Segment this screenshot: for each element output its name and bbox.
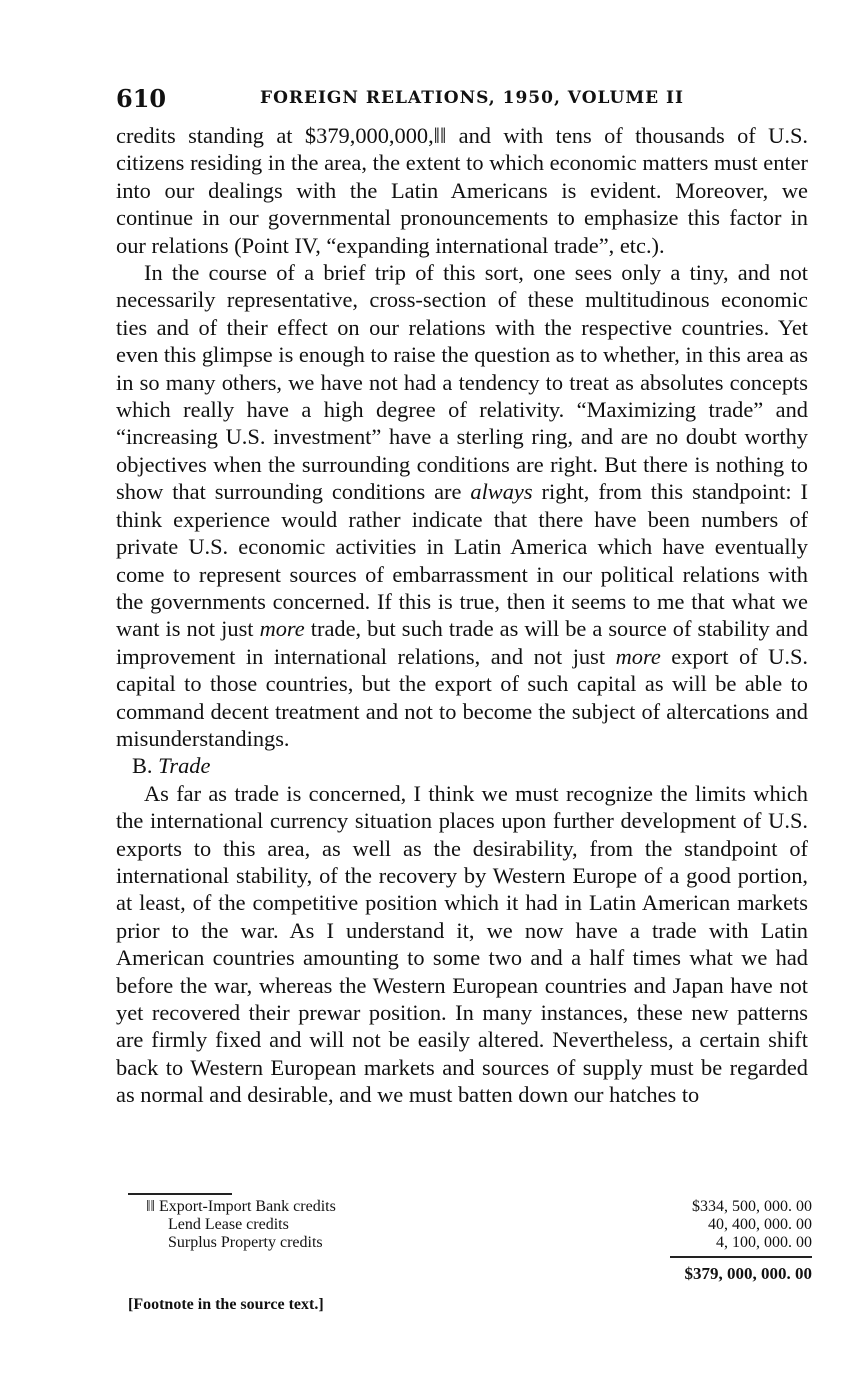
paragraph-text: trade, but such trade as will be a source of stability and improvement in international relations, and not just: [116, 616, 809, 669]
section-letter: B.: [132, 753, 153, 779]
footnote-label: Surplus Property credits: [168, 1234, 323, 1251]
footnote-label: Lend Lease credits: [168, 1216, 289, 1233]
section-heading: [116, 752, 808, 779]
footnote-row: [146, 1234, 812, 1252]
section-title: Trade: [158, 753, 211, 779]
footnote-amount: 40, 400, 000. 00: [708, 1216, 812, 1233]
footnote-total: $379, 000, 000. 00: [684, 1264, 812, 1283]
paragraph-text: export of U.S. capital to those countries, but the export of such capital as will be able to command decent treatment and not to become the subject of altercations and misunderstandings.: [116, 643, 808, 751]
footnote-label: ‖‖ Export-Import Bank credits: [146, 1198, 336, 1215]
paragraph-text: right, from this standpoint: I think experience would rather indicate that there have been numbers of private U.S. economic activities in Latin America which have eventually come to represent sources of embarrassment in our political relations with the governments concerned. If this is true, then it seems to me that what we want is not just: [116, 479, 808, 642]
total-divider: [670, 1256, 812, 1258]
footnote-table: [146, 1198, 812, 1252]
footnote-row: [146, 1216, 812, 1234]
footnote-row: [146, 1198, 812, 1216]
source-note: [Footnote in the source text.]: [128, 1296, 324, 1313]
body-text: [116, 122, 808, 1109]
page-header: [116, 84, 816, 118]
footnote-divider: [128, 1193, 232, 1195]
emphasis-more: more: [259, 616, 305, 642]
emphasis-always: always: [470, 479, 533, 505]
paragraph-trip-observations: [116, 259, 808, 752]
running-head: FOREIGN RELATIONS, 1950, VOLUME II: [260, 88, 684, 108]
footnote-amount: 4, 100, 000. 00: [716, 1234, 812, 1251]
paragraph-text: In the course of a brief trip of this sort, one sees only a tiny, and not necessarily representative, cross-section of these multitudinous economic ties and of their effect on our relations with the respective countries. Yet even this glimpse is enough to raise the question as to whether, in this area as in so many others, we have not had a tendency to treat as absolutes concepts which really have a high degree of relativity. “Maximizing trade” and “increasing U.S. investment” have a sterling ring, and are no doubt worthy objectives when the surrounding conditions are right. But there is nothing to show that surrounding conditions are: [116, 260, 808, 505]
emphasis-more: more: [615, 643, 661, 669]
page-number: 610: [116, 84, 167, 113]
paragraph-continued: credits standing at $379,000,000,‖‖ and with tens of thousands of U.S. citizens residing in the area, the extent to which economic matters must enter into our dealings with the Latin Americans is evident. Moreover, we continue in our governmental pronouncements to emphasize this factor in our relations (Point IV, “expanding international trade”, etc.).: [116, 123, 808, 258]
paragraph-trade: As far as trade is concerned, I think we must recognize the limits which the international currency situation places upon further development of U.S. exports to this area, as well as the desirability, from the standpoint of international stability, of the recovery by Western Europe of a good portion, at least, of the competitive position which it had in Latin American markets prior to the war. As I understand it, we now have a trade with Latin American countries amounting to some two and a half times what we had before the war, whereas the Western European countries and Japan have not yet recovered their prewar position. In many instances, these new patterns are firmly fixed and will not be easily altered. Nevertheless, a certain shift back to Western European markets and sources of supply must be regarded as normal and desirable, and we must batten down our hatches to: [116, 780, 808, 1108]
footnote-amount: $334, 500, 000. 00: [692, 1198, 812, 1215]
